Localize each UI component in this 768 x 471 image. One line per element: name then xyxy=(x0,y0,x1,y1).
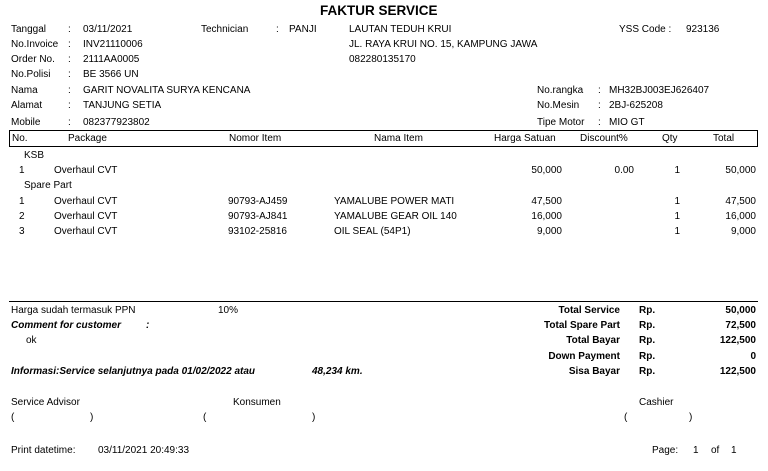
no-rangka-label: No.rangka xyxy=(537,85,584,96)
currency: Rp. xyxy=(639,351,656,362)
row-total: 16,000 xyxy=(725,211,756,222)
tipe-motor-label: Tipe Motor xyxy=(537,117,585,128)
row-nama-item: YAMALUBE POWER MATI xyxy=(334,196,455,207)
mobile-label: Mobile xyxy=(11,117,41,128)
cashier-label: Cashier xyxy=(639,397,674,408)
row-harga: 50,000 xyxy=(531,165,562,176)
tanggal-label: Tanggal xyxy=(11,24,47,35)
total-spare-part-label: Total Spare Part xyxy=(544,320,620,331)
paren-close: ) xyxy=(90,412,94,423)
page-of: of xyxy=(711,445,720,456)
order-no-label: Order No. xyxy=(11,54,55,65)
total-bayar-label: Total Bayar xyxy=(566,335,620,346)
row-no: 1 xyxy=(19,165,25,176)
row-package: Overhaul CVT xyxy=(54,196,118,207)
tipe-motor-value: MIO GT xyxy=(609,117,645,128)
page-total: 1 xyxy=(731,445,737,456)
colon: : xyxy=(68,39,71,50)
row-qty: 1 xyxy=(674,196,680,207)
tanggal-value: 03/11/2021 xyxy=(83,24,133,35)
row-package: Overhaul CVT xyxy=(54,211,118,222)
row-harga: 9,000 xyxy=(536,226,562,237)
col-nomor-item: Nomor Item xyxy=(229,133,282,144)
no-invoice-value: INV21110006 xyxy=(83,39,143,50)
yss-code-value: 923136 xyxy=(686,24,720,35)
konsumen-label: Konsumen xyxy=(233,397,281,408)
colon: : xyxy=(68,85,71,96)
comment-label: Comment for customer xyxy=(11,320,122,331)
colon: : xyxy=(68,100,71,111)
group-label: Spare Part xyxy=(24,180,72,191)
row-qty: 1 xyxy=(674,226,680,237)
total-bayar-value: 122,500 xyxy=(719,335,756,346)
document-title: FAKTUR SERVICE xyxy=(320,3,438,18)
currency: Rp. xyxy=(639,335,656,346)
paren-open: ( xyxy=(624,412,628,423)
no-rangka-value: MH32BJ003EJ626407 xyxy=(609,85,710,96)
comment-colon: : xyxy=(146,320,150,331)
row-total: 50,000 xyxy=(725,165,756,176)
service-advisor-label: Service Advisor xyxy=(11,397,80,408)
page-current: 1 xyxy=(693,445,699,456)
row-nama-item: OIL SEAL (54P1) xyxy=(334,226,411,237)
colon: : xyxy=(68,117,71,128)
currency: Rp. xyxy=(639,305,656,316)
technician-label: Technician xyxy=(201,24,249,35)
alamat-value: TANJUNG SETIA xyxy=(83,100,162,111)
colon: : xyxy=(598,117,601,128)
colon: : xyxy=(276,24,279,35)
row-harga: 47,500 xyxy=(531,196,562,207)
ppn-value: 10% xyxy=(218,305,239,316)
row-nama-item: YAMALUBE GEAR OIL 140 xyxy=(334,211,457,222)
technician-value: PANJI xyxy=(289,24,317,35)
paren-open: ( xyxy=(203,412,207,423)
col-discount: Discount% xyxy=(580,133,628,144)
total-spare-part-value: 72,500 xyxy=(725,320,756,331)
no-mesin-label: No.Mesin xyxy=(537,100,580,111)
no-invoice-label: No.Invoice xyxy=(11,39,59,50)
dealer-phone: 082280135170 xyxy=(349,54,416,65)
currency: Rp. xyxy=(639,366,656,377)
total-service-label: Total Service xyxy=(558,305,620,316)
col-no: No. xyxy=(12,133,28,144)
row-nomor-item: 93102-25816 xyxy=(228,226,287,237)
row-qty: 1 xyxy=(674,165,680,176)
row-package: Overhaul CVT xyxy=(54,165,118,176)
sisa-bayar-label: Sisa Bayar xyxy=(568,366,620,377)
mobile-value: 082377923802 xyxy=(83,117,150,128)
group-label: KSB xyxy=(24,150,45,161)
col-total: Total xyxy=(713,133,735,144)
total-service-value: 50,000 xyxy=(725,305,756,316)
ppn-label: Harga sudah termasuk PPN xyxy=(11,305,136,316)
footer-divider xyxy=(9,301,758,302)
down-payment-label: Down Payment xyxy=(548,351,620,362)
col-nama-item: Nama Item xyxy=(374,133,423,144)
informasi-km: 48,234 km. xyxy=(312,366,363,377)
dealer-address: JL. RAYA KRUI NO. 15, KAMPUNG JAWA xyxy=(349,39,538,50)
paren-open: ( xyxy=(11,412,15,423)
no-polisi-label: No.Polisi xyxy=(11,69,51,80)
print-datetime-label: Print datetime: xyxy=(11,445,76,456)
no-mesin-value: 2BJ-625208 xyxy=(609,100,663,111)
colon: : xyxy=(68,24,71,35)
row-package: Overhaul CVT xyxy=(54,226,118,237)
colon: : xyxy=(68,54,71,65)
colon: : xyxy=(598,85,601,96)
row-nomor-item: 90793-AJ459 xyxy=(228,196,288,207)
row-discount: 0.00 xyxy=(614,165,634,176)
row-qty: 1 xyxy=(674,211,680,222)
col-harga-satuan: Harga Satuan xyxy=(494,133,556,144)
currency: Rp. xyxy=(639,320,656,331)
no-polisi-value: BE 3566 UN xyxy=(83,69,139,80)
paren-close: ) xyxy=(689,412,693,423)
col-qty: Qty xyxy=(662,133,678,144)
row-total: 9,000 xyxy=(730,226,756,237)
col-package: Package xyxy=(68,133,107,144)
colon: : xyxy=(598,100,601,111)
yss-code-label: YSS Code : xyxy=(619,24,672,35)
nama-label: Nama xyxy=(11,85,38,96)
down-payment-value: 0 xyxy=(750,351,756,362)
print-datetime-value: 03/11/2021 20:49:33 xyxy=(98,445,190,456)
comment-value: ok xyxy=(26,335,37,346)
paren-close: ) xyxy=(312,412,316,423)
informasi-label: Informasi:Service selanjutnya pada 01/02/2022 atau xyxy=(11,366,256,377)
page-label: Page: xyxy=(652,445,679,456)
order-no-value: 2111AA0005 xyxy=(83,54,140,65)
sisa-bayar-value: 122,500 xyxy=(719,366,756,377)
dealer-name: LAUTAN TEDUH KRUI xyxy=(349,24,452,35)
row-no: 1 xyxy=(19,196,25,207)
row-harga: 16,000 xyxy=(531,211,562,222)
row-nomor-item: 90793-AJ841 xyxy=(228,211,288,222)
row-total: 47,500 xyxy=(725,196,756,207)
colon: : xyxy=(68,69,71,80)
alamat-label: Alamat xyxy=(11,100,43,111)
row-no: 2 xyxy=(19,211,25,222)
nama-value: GARIT NOVALITA SURYA KENCANA xyxy=(83,85,251,96)
row-no: 3 xyxy=(19,226,25,237)
